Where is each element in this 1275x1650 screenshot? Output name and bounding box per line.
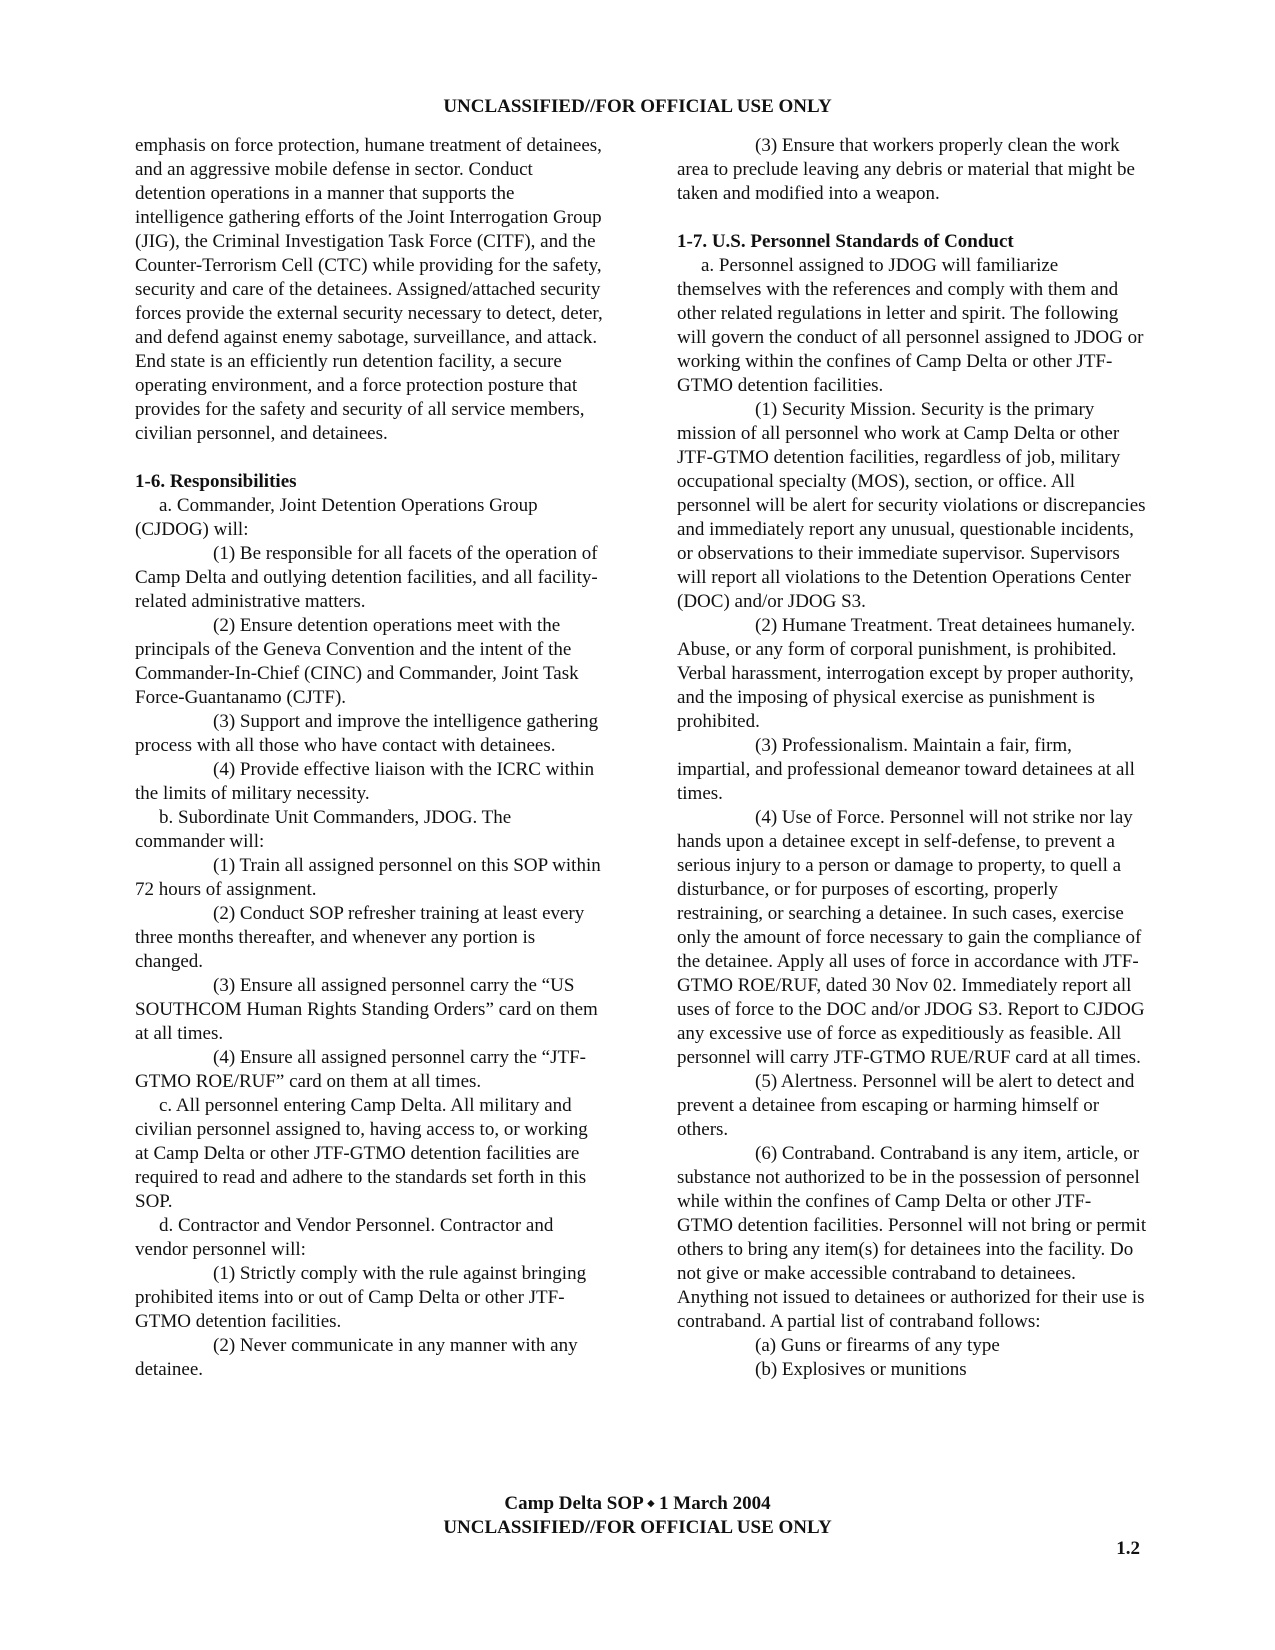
list-item: (4) Use of Force. Personnel will not strike nor lay hands upon a detainee except in self-defense, to prevent a serious injury to a person or damage to property, to quell a disturbance, or for purposes of escorting, properly restraining, or searching a detainee. In such cases, exercise only the amount of force necessary to gain the compliance of the detainee. Apply all uses of force in accordance with JTF-GTMO ROE/RUF, dated 30 Nov 02. Immediately report all uses of force to the DOC and/or JDOG S3. Report to CJDOG any excessive use of force as expeditiously as feasible. All personnel will carry JTF-GTMO RUE/RUF card at all times.	[677, 807, 1145, 1068]
paragraph-d: d. Contractor and Vendor Personnel. Contractor and vendor personnel will:	[135, 1215, 554, 1260]
footer-document-title: Camp Delta SOP ⬩ 1 March 2004	[504, 1493, 771, 1514]
list-item: (6) Contraband. Contraband is any item, article, or substance not authorized to be in the possession of personnel while within the confines of Camp Delta or other JTF-GTMO detention facilities. Personnel will not bring or permit others to bring any item(s) for detainees into the facility. Do not give or make accessible contraband to detainees. Anything not issued to detainees or authorized for their use is contraband. A partial list of contraband follows:	[677, 1143, 1147, 1332]
list-item: (1) Security Mission. Security is the primary mission of all personnel who work at Camp Delta or other JTF-GTMO detention facilities, regardless of job, military occupational specialty (MOS), section, or office. All personnel will be alert for security violations or discrepancies and immediately report any unusual, questionable incidents, or observations to their immediate supervisor. Supervisors will report all violations to the Detention Operations Center (DOC) and/or JDOG S3.	[677, 399, 1146, 612]
list-item: (2) Humane Treatment. Treat detainees humanely. Abuse, or any form of corporal punishment, is prohibited. Verbal harassment, interrogation except by proper authority, and the imposing of physical exercise as punishment is prohibited.	[677, 615, 1136, 732]
section-heading-1-7: 1-7. U.S. Personnel Standards of Conduct	[677, 231, 1014, 252]
list-item: (2) Conduct SOP refresher training at least every three months thereafter, and whenever any portion is changed.	[135, 903, 585, 972]
list-item: (3) Support and improve the intelligence gathering process with all those who have contact with detainees.	[135, 711, 599, 756]
list-item: (4) Ensure all assigned personnel carry the “JTF-GTMO ROE/RUF” card on them at all times.	[135, 1047, 587, 1092]
paragraph-b: b. Subordinate Unit Commanders, JDOG. The commander will:	[135, 807, 512, 852]
list-item: (4) Provide effective liaison with the ICRC within the limits of military necessity.	[135, 759, 595, 804]
list-item: (3) Ensure that workers properly clean the work area to preclude leaving any debris or material that might be taken and modified into a weapon.	[677, 135, 1135, 204]
paragraph-c: c. All personnel entering Camp Delta. All military and civilian personnel assigned to, having access to, or working at Camp Delta or other JTF-GTMO detention facilities are required to read and adhere to the standards set forth in this SOP.	[135, 1095, 588, 1212]
list-item: (3) Ensure all assigned personnel carry the “US SOUTHCOM Human Rights Standing Orders” card on them at all times.	[135, 975, 598, 1044]
contraband-item: (b) Explosives or munitions	[755, 1359, 967, 1380]
paragraph-a: a. Personnel assigned to JDOG will familiarize themselves with the references and comply with them and other related regulations in letter and spirit. The following will govern the conduct of all personnel assigned to JDOG or working within the confines of Camp Delta or other JTF-GTMO detention facilities.	[677, 255, 1144, 396]
contraband-item: (a) Guns or firearms of any type	[755, 1335, 1000, 1356]
list-item: (2) Ensure detention operations meet with the principals of the Geneva Convention and the intent of the Commander-In-Chief (CINC) and Commander, Joint Task Force-Guantanamo (CJTF).	[135, 615, 579, 708]
list-item: (3) Professionalism. Maintain a fair, firm, impartial, and professional demeanor toward detainees at all times.	[677, 735, 1135, 804]
list-item: (1) Be responsible for all facets of the operation of Camp Delta and outlying detention facilities, and all facility-related administrative matters.	[135, 543, 598, 612]
section-heading-1-6: 1-6. Responsibilities	[135, 471, 297, 492]
list-item: (2) Never communicate in any manner with any detainee.	[135, 1335, 578, 1380]
footer-classification: UNCLASSIFIED//FOR OFFICIAL USE ONLY	[443, 1517, 832, 1538]
left-column	[135, 134, 605, 1382]
list-item: (5) Alertness. Personnel will be alert to detect and prevent a detainee from escaping or harming himself or others.	[677, 1071, 1135, 1140]
paragraph-a: a. Commander, Joint Detention Operations Group (CJDOG) will:	[135, 495, 538, 540]
page-footer	[0, 1492, 1275, 1540]
page-number: 1.2	[1116, 1538, 1140, 1559]
classification-header: UNCLASSIFIED//FOR OFFICIAL USE ONLY	[443, 96, 832, 117]
list-item: (1) Train all assigned personnel on this SOP within 72 hours of assignment.	[135, 855, 601, 900]
right-column	[677, 134, 1147, 1382]
list-item: (1) Strictly comply with the rule against bringing prohibited items into or out of Camp Delta or other JTF-GTMO detention facilities.	[135, 1263, 587, 1332]
intro-paragraph: emphasis on force protection, humane treatment of detainees, and an aggressive mobile defense in sector. Conduct detention operations in a manner that supports the intelligence gathering efforts of the Joint Interrogation Group (JIG), the Criminal Investigation Task Force (CITF), and the Counter-Terrorism Cell (CTC) while providing for the safety, security and care of the detainees. Assigned/attached security forces provide the external security necessary to detect, deter, and defend against enemy sabotage, surveillance, and attack. End state is an efficiently run detention facility, a secure operating environment, and a force protection posture that provides for the safety and security of all service members, civilian personnel, and detainees.	[135, 135, 603, 444]
